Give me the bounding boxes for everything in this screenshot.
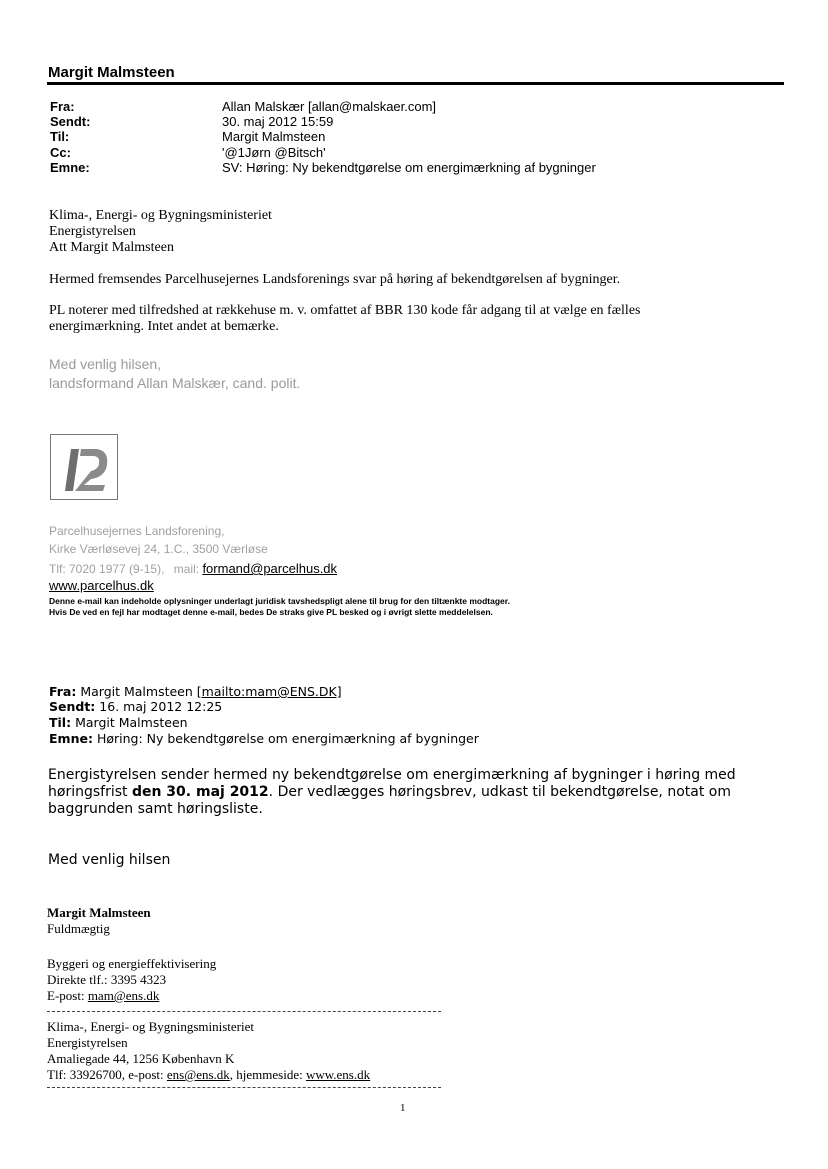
header-value-cc: '@1Jørn @Bitsch' [222,145,326,160]
fwd-to-line [49,715,188,730]
org-web-link[interactable]: www.parcelhus.dk [49,578,154,593]
ens-body-line: Energistyrelsen sender hermed ny bekendtgørelse om energimærkning af bygninger i høring med [48,767,736,783]
sig-contact-text: , hjemmeside: [229,1067,306,1082]
disclaimer-line: Denne e-mail kan indeholde oplysninger underlagt juridisk tavshedspligt alene til brug for den tiltænkte modtager. [49,596,510,606]
fwd-sent-label: Sendt: [49,699,96,714]
ens-closing: Med venlig hilsen [48,852,171,868]
ens-body-line [48,784,731,801]
header-label-from: Fra: [50,99,75,114]
fwd-from-mailto[interactable]: [mailto:mam@ENS.DK] [196,684,342,699]
sig-email-link[interactable]: mam@ens.dk [87,988,160,1003]
fwd-sent: 16. maj 2012 12:25 [99,699,223,714]
divider [47,1011,441,1012]
fwd-from-label: Fra: [49,684,77,699]
fwd-to-label: Til: [49,715,72,730]
closing-signature: landsformand Allan Malskær, cand. polit. [49,375,301,391]
disclaimer-line: Hvis De ved en fejl har modtaget denne e-mail, bedes De straks give PL besked og i øvrigt slette meddelelsen. [49,607,493,617]
org-phone: Tlf: 7020 1977 (9-15), [49,562,165,576]
ens-body-line: baggrunden samt høringsliste. [48,801,263,817]
header-label-cc: Cc: [50,145,71,160]
sig-contact-text: Tlf: 33926700, e-post: [47,1067,167,1082]
org-name: Parcelhusejernes Landsforening, [49,524,225,538]
sig-email-label: E-post: [47,988,88,1003]
header-value-to: Margit Malmsteen [222,129,326,144]
fwd-subject-label: Emne: [49,731,93,746]
ens-deadline: den 30. maj 2012 [131,784,269,800]
sig-dept: Byggeri og energieffektivisering [47,956,217,971]
org-mail-label: mail: [173,562,200,576]
sig-name: Margit Malmsteen [47,905,151,920]
pl-logo-icon [51,435,117,499]
ens-body-text: . Der vedlægges høringsbrev, udkast til bekendtgørelse, notat om [268,784,731,800]
sig-email-line [47,988,159,1004]
body-paragraph-1: Hermed fremsendes Parcelhusejernes Landsforenings svar på høring af bekendtgørelsen af bygninger. [49,272,621,287]
sig-agency: Energistyrelsen [47,1035,128,1050]
closing-greeting: Med venlig hilsen, [49,356,162,372]
page-number: 1 [400,1102,406,1114]
header-value-sent: 30. maj 2012 15:59 [222,114,334,129]
fwd-subject-line [49,731,479,746]
header-value-from: Allan Malskær [allan@malskaer.com] [222,99,437,114]
sig-contact-line [47,1067,370,1083]
header-label-to: Til: [50,129,70,144]
sig-web-link[interactable]: www.ens.dk [305,1067,371,1082]
fwd-from-line [49,684,342,699]
body-paragraph-2-line: energimærkning. Intet andet at bemærke. [49,319,279,334]
org-mail-link[interactable]: formand@parcelhus.dk [202,561,338,576]
fwd-to: Margit Malmsteen [75,715,188,730]
sig-ministry: Klima-, Energi- og Bygningsministeriet [47,1019,255,1034]
org-phone-line [49,561,337,577]
ens-body-text: høringsfrist [48,784,132,800]
fwd-sent-line [49,699,222,714]
org-address: Kirke Værløsevej 24, 1.C., 3500 Værløse [49,542,268,556]
pl-logo [50,434,118,500]
header-label-subject: Emne: [50,160,90,175]
divider [47,1087,441,1088]
sig-contact-email-link[interactable]: ens@ens.dk [166,1067,230,1082]
address-line: Att Margit Malmsteen [49,240,174,255]
body-paragraph-2-line: PL noterer med tilfredshed at rækkehuse m. v. omfattet af BBR 130 kode får adgang til at vælge en fælles [49,303,641,318]
address-line: Energistyrelsen [49,224,136,239]
fwd-from: Margit Malmsteen [80,684,193,699]
page-title: Margit Malmsteen [48,64,175,81]
header-label-sent: Sendt: [50,114,91,129]
header-value-subject: SV: Høring: Ny bekendtgørelse om energimærkning af bygninger [222,160,596,175]
sig-address: Amaliegade 44, 1256 København K [47,1051,235,1066]
title-rule [47,82,784,85]
sig-role: Fuldmægtig [47,921,110,936]
address-line: Klima-, Energi- og Bygningsministeriet [49,208,272,223]
fwd-subject: Høring: Ny bekendtgørelse om energimærkning af bygninger [96,731,479,746]
sig-phone: Direkte tlf.: 3395 4323 [47,972,167,987]
